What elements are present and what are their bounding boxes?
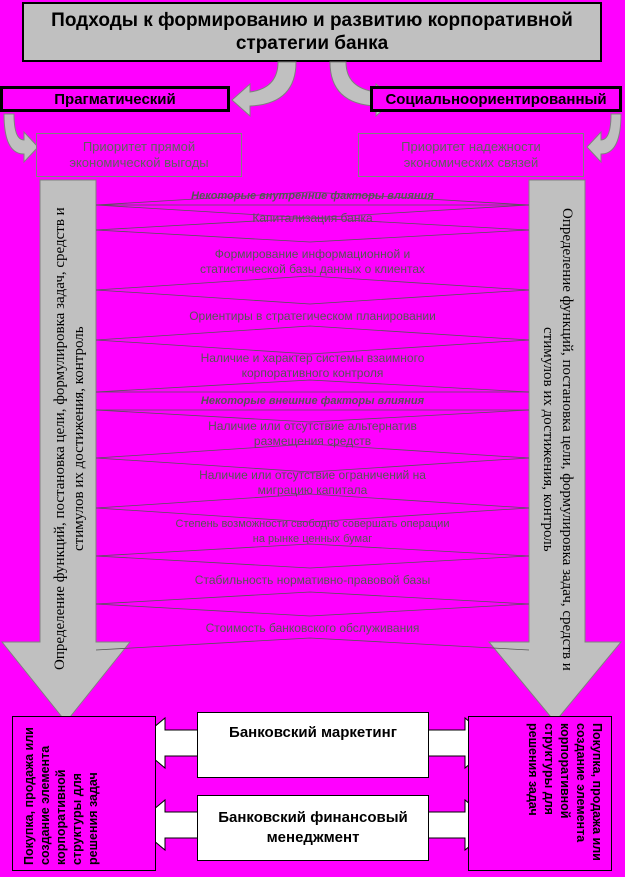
bottom-left-box: [12, 716, 156, 871]
factor-item: Степень возможности свободно совершать операции на рынке ценных бумаг: [175, 518, 450, 545]
factor-item: Наличие или отсутствие альтернатив размещения средств: [208, 419, 417, 448]
left-column-text: Определение функций, постановка цели, формулировка задач, средств и стимулов их достижения, контроль: [52, 207, 87, 671]
curve-arrow-left-icon: [232, 62, 296, 116]
right-column-text: Определение функций, постановка цели, формулировка задач, средств и стимулов их достижения, контроль: [540, 207, 575, 671]
approach-social: Социальноориентированный: [370, 86, 622, 112]
curve-arrow-small-right-icon: [587, 114, 621, 162]
internal-factors-header: Некоторые внутренние факторы влияния: [191, 190, 434, 202]
priority-right: Приоритет надежности экономических связей: [358, 133, 584, 177]
bottom-right-text: Покупка, продажа или создание элемента корпоративной структуры для решения задач: [526, 723, 604, 861]
curve-arrow-small-left-icon: [4, 114, 38, 162]
diagram-title: Подходы к формированию и развитию корпоративной стратегии банка: [22, 2, 602, 62]
priority-left: Приоритет прямой экономической выгоды: [36, 133, 242, 177]
factor-item: Формирование информационной и статистической базы данных о клиентах: [199, 247, 426, 276]
factor-item: Стабильность нормативно-правовой базы: [194, 572, 431, 587]
factor-item: Капитализация банка: [252, 210, 373, 225]
approach-pragmatic: Прагматический: [0, 86, 230, 112]
external-factors-header: Некоторые внешние факторы влияния: [200, 395, 425, 407]
bank-marketing-box: Банковский маркетинг: [197, 712, 429, 778]
factor-item: Наличие и характер системы взаимного корпоративного контроля: [200, 351, 425, 380]
factor-item: Наличие или отсутствие ограничений на миграцию капитала: [199, 468, 426, 497]
factor-item: Стоимость банковского обслуживания: [205, 620, 420, 635]
bottom-right-box: [468, 716, 612, 871]
factor-item: Ориентиры в стратегическом планировании: [189, 308, 436, 323]
bottom-left-text: Покупка, продажа или создание элемента корпоративной структуры для решения задач: [22, 727, 100, 865]
bank-finance-box: Банковский финансовый менеджмент: [197, 795, 429, 861]
